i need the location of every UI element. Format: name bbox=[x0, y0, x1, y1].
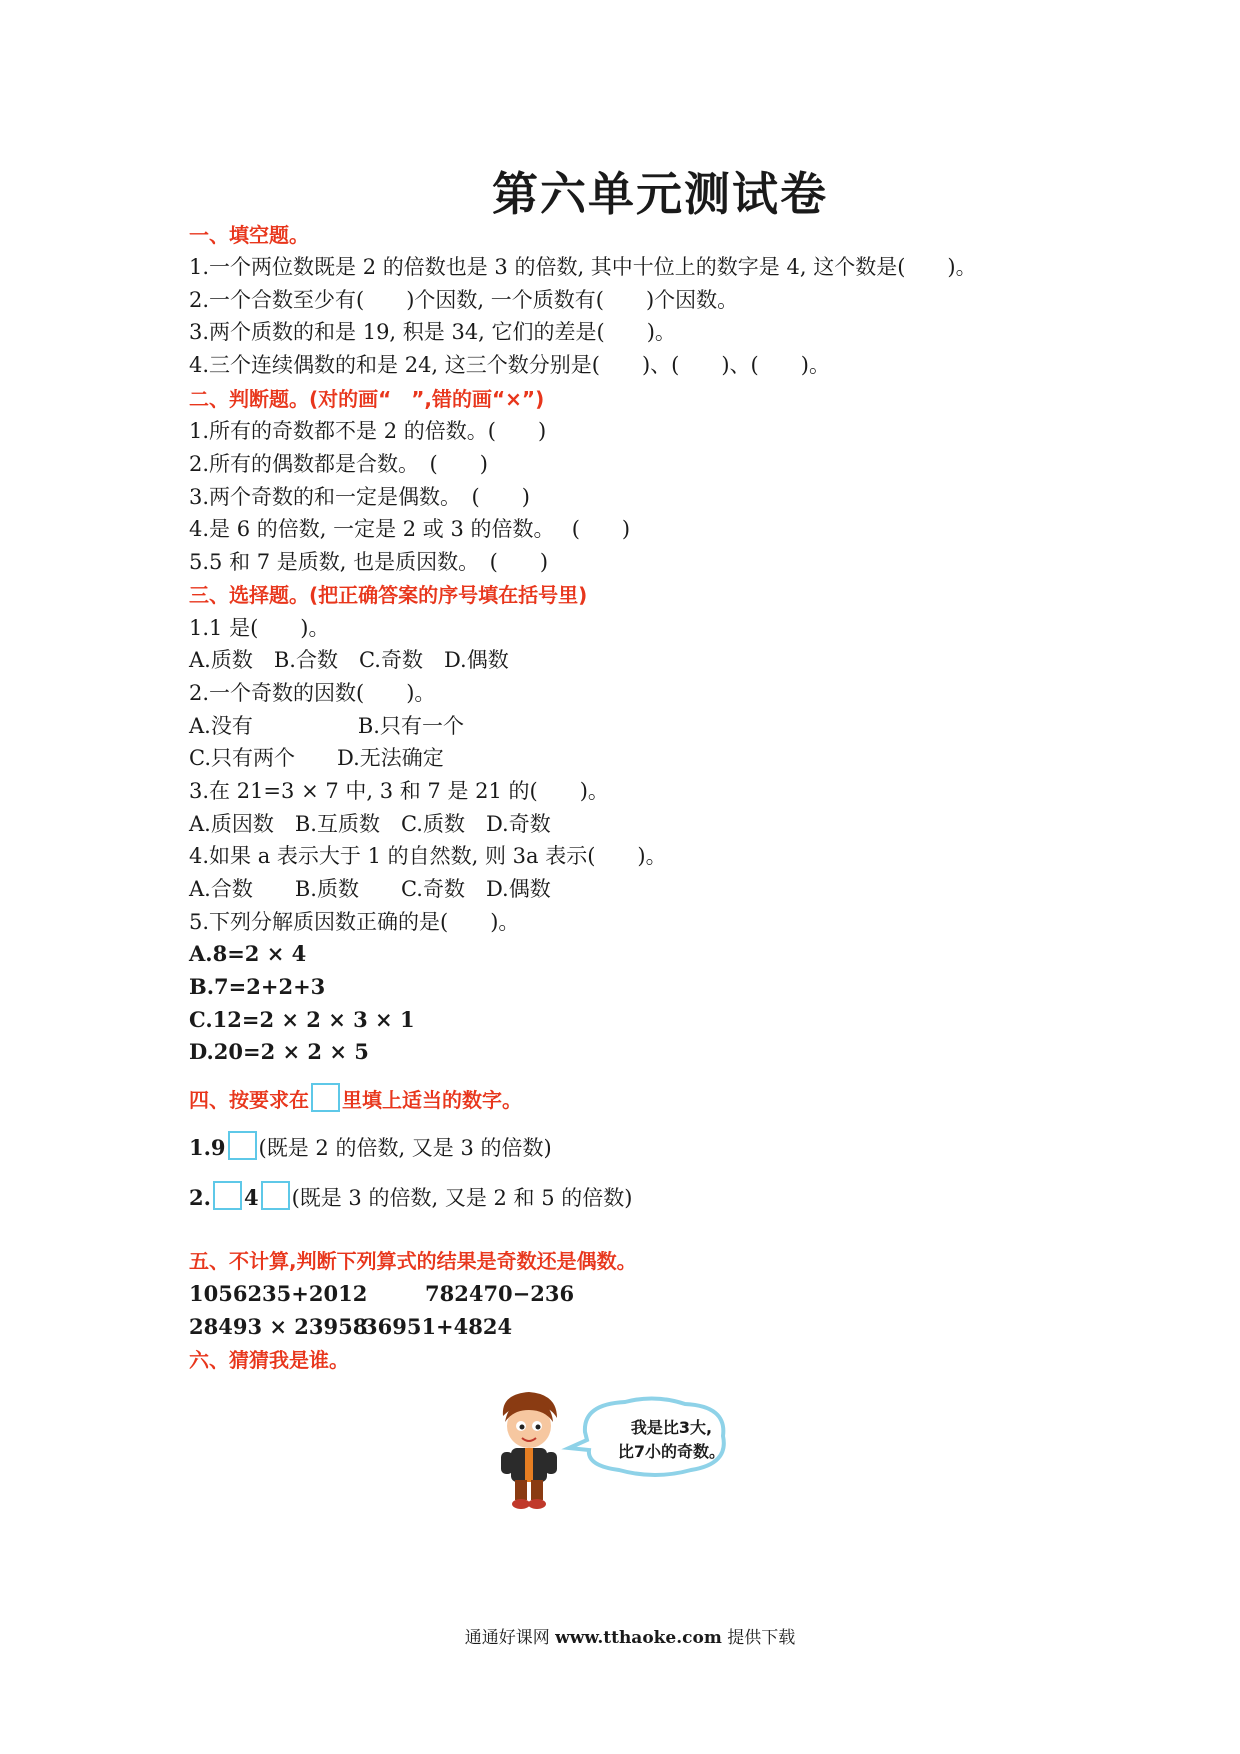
s3-question-5-option-a: A.8=2 × 4 bbox=[189, 941, 307, 966]
s4-q2-answer-box-2[interactable] bbox=[261, 1181, 290, 1210]
section-5-heading: 五、不计算,判断下列算式的结果是奇数还是偶数。 bbox=[189, 1249, 637, 1273]
s2-question-4: 4.是 6 的倍数, 一定是 2 或 3 的倍数。 ( ) bbox=[189, 517, 631, 541]
s3-question-3-options: A.质因数 B.互质数 C.质数 D.奇数 bbox=[189, 812, 551, 836]
section-4-heading-pre: 四、按要求在 bbox=[189, 1088, 309, 1112]
s2-question-2: 2.所有的偶数都是合数。 ( ) bbox=[189, 452, 488, 476]
s1-question-3: 3.两个质数的和是 19, 积是 34, 它们的差是( )。 bbox=[189, 320, 676, 344]
section-1-heading: 一、填空题。 bbox=[189, 223, 309, 247]
s4-question-1 bbox=[189, 1131, 552, 1162]
footer-suffix: 提供下载 bbox=[721, 1628, 796, 1648]
section-6-heading: 六、猜猜我是谁。 bbox=[189, 1348, 349, 1372]
speech-bubble-text bbox=[609, 1416, 734, 1464]
s4-q1-answer-box[interactable] bbox=[228, 1131, 257, 1160]
s5-expression-2: 782470−236 bbox=[425, 1281, 575, 1306]
s4-q2-prefix: 2. bbox=[189, 1185, 211, 1210]
s3-question-2-options-cd: C.只有两个 D.无法确定 bbox=[189, 746, 444, 770]
s3-question-5-option-d: D.20=2 × 2 × 5 bbox=[189, 1039, 369, 1064]
footer bbox=[0, 1623, 1240, 1648]
s3-question-4: 4.如果 a 表示大于 1 的自然数, 则 3a 表示( )。 bbox=[189, 844, 667, 868]
s3-question-1: 1.1 是( )。 bbox=[189, 616, 330, 640]
s1-question-4: 4.三个连续偶数的和是 24, 这三个数分别是( )、( )、( )。 bbox=[189, 353, 830, 377]
s2-question-1: 1.所有的奇数都不是 2 的倍数。( ) bbox=[189, 419, 547, 443]
s1-question-1: 1.一个两位数既是 2 的倍数也是 3 的倍数, 其中十位上的数字是 4, 这个数是( )。 bbox=[189, 255, 977, 279]
s5-expression-3: 28493 × 23958 bbox=[189, 1314, 368, 1339]
s3-question-5-option-c: C.12=2 × 2 × 3 × 1 bbox=[189, 1007, 415, 1032]
bubble-line-1: 我是比3大, bbox=[630, 1418, 713, 1437]
s4-q2-middle-digit: 4 bbox=[243, 1185, 259, 1210]
s4-question-2 bbox=[189, 1181, 632, 1212]
s3-question-2-options-ab: A.没有 B.只有一个 bbox=[189, 714, 464, 738]
s5-expression-1: 1056235+2012 bbox=[189, 1281, 368, 1306]
page-title: 第六单元测试卷 bbox=[492, 167, 828, 221]
s3-question-3: 3.在 21=3 × 7 中, 3 和 7 是 21 的( )。 bbox=[189, 779, 609, 803]
s4-q2-condition: (既是 3 的倍数, 又是 2 和 5 的倍数) bbox=[291, 1186, 633, 1210]
s4-q1-prefix: 1.9 bbox=[189, 1135, 226, 1160]
s3-question-5: 5.下列分解质因数正确的是( )。 bbox=[189, 910, 520, 934]
s5-expression-4: 36951+4824 bbox=[363, 1314, 513, 1339]
s2-question-5: 5.5 和 7 是质数, 也是质因数。 ( ) bbox=[189, 550, 549, 574]
s3-question-5-option-b: B.7=2+2+3 bbox=[189, 974, 326, 999]
s4-q1-condition: (既是 2 的倍数, 又是 3 的倍数) bbox=[258, 1136, 552, 1160]
footer-url[interactable]: www.tthaoke.com bbox=[555, 1628, 722, 1648]
s3-question-4-options: A.合数 B.质数 C.奇数 D.偶数 bbox=[189, 877, 551, 901]
footer-site-name: 通通好课网 bbox=[464, 1628, 556, 1648]
s2-question-3: 3.两个奇数的和一定是偶数。 ( ) bbox=[189, 485, 530, 509]
s1-question-2: 2.一个合数至少有( )个因数, 一个质数有( )个因数。 bbox=[189, 288, 739, 312]
section-4-heading bbox=[189, 1083, 522, 1114]
bubble-line-2: 比7小的奇数。 bbox=[617, 1442, 726, 1461]
s3-question-2: 2.一个奇数的因数( )。 bbox=[189, 681, 436, 705]
section-2-heading: 二、判断题。(对的画“ ”,错的画“×”) bbox=[189, 387, 545, 411]
section-4-heading-post: 里填上适当的数字。 bbox=[342, 1088, 522, 1112]
section-3-heading: 三、选择题。(把正确答案的序号填在括号里) bbox=[189, 583, 588, 607]
s4-q2-answer-box-1[interactable] bbox=[213, 1181, 242, 1210]
answer-box-icon bbox=[311, 1083, 340, 1112]
s3-question-1-options: A.质数 B.合数 C.奇数 D.偶数 bbox=[189, 648, 509, 672]
